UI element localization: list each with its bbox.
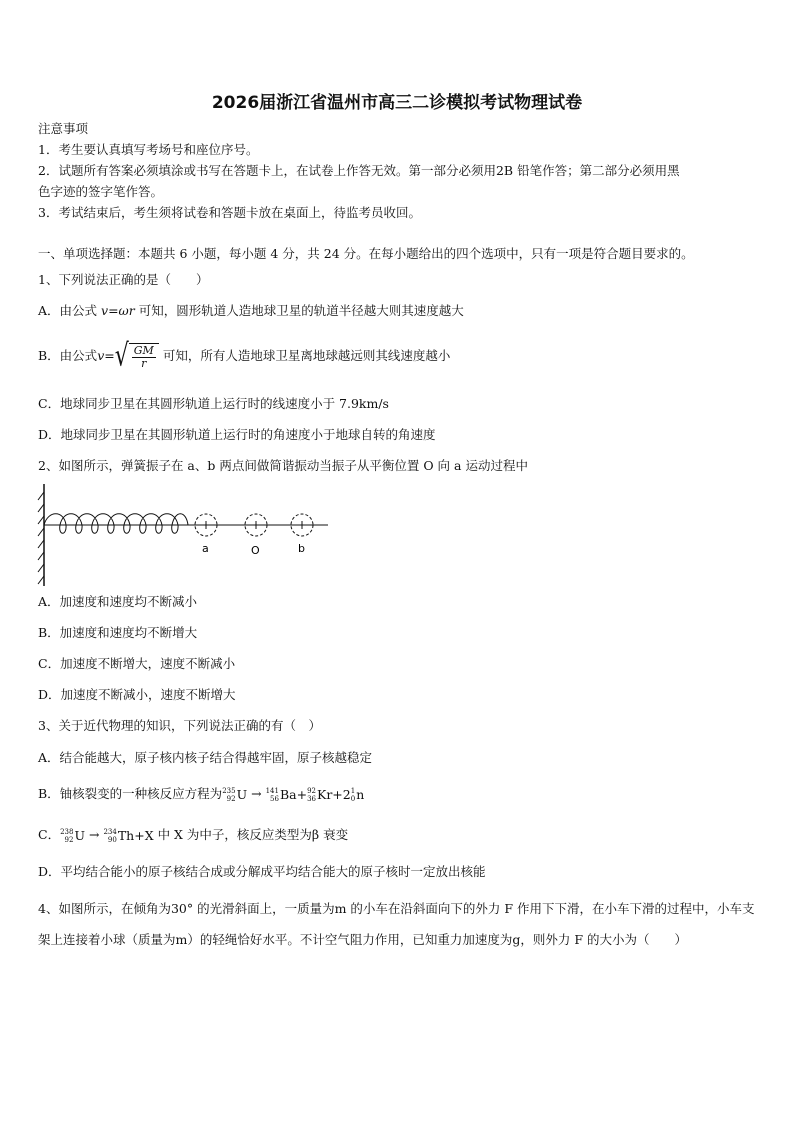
question-2-option-a: A．加速度和速度均不断减小 xyxy=(38,594,198,609)
question-1-option-b xyxy=(38,338,451,374)
label-o: O xyxy=(251,544,260,557)
formula: v=ωr xyxy=(101,303,135,318)
element-symbol: Kr+2 xyxy=(316,786,351,802)
sqrt-formula xyxy=(114,338,159,374)
section-heading: 一、单项选择题：本题共 6 小题，每小题 4 分，共 24 分。在每小题给出的四个选项中，只有一项是符合题目要求的。 xyxy=(38,246,694,261)
notice-item: 色字迹的签字笔作答。 xyxy=(38,184,164,199)
element-symbol: n xyxy=(356,786,365,802)
arrow: → xyxy=(88,827,100,842)
option-text: 可知，所有人造地球卫星离地球越远则其线速度越小 xyxy=(162,348,451,363)
question-1-stem: 1、下列说法正确的是（ ） xyxy=(38,272,209,287)
notice-item: 1．考生要认真填写考场号和座位序号。 xyxy=(38,142,259,157)
option-text: B．由公式 xyxy=(38,348,98,363)
question-3-option-d: D．平均结合能小的原子核结合成或分解成平均结合能大的原子核时一定放出核能 xyxy=(38,864,486,879)
question-2-stem: 2、如图所示，弹簧振子在 a、b 两点间做简谐振动当振子从平衡位置 O 向 a 运动过程中 xyxy=(38,458,528,473)
question-2-option-c: C．加速度不断增大，速度不断减小 xyxy=(38,656,236,671)
notice-heading: 注意事项 xyxy=(38,121,89,136)
page-title: 2026届浙江省温州市高三二诊模拟考试物理试卷 xyxy=(211,93,583,113)
label-b: b xyxy=(298,542,305,555)
question-1-option-a xyxy=(38,303,464,319)
option-text: A．由公式 xyxy=(38,303,98,318)
nuclide-u238 xyxy=(60,828,85,844)
question-4-stem: 4、如图所示，在倾角为30° 的光滑斜面上，一质量为m 的小车在沿斜面向下的外力 F 作用下下滑，在小车下滑的过程中，小车支架上连接着小球（质量为m）的轻绳恰好水平。不计空气阻力作用，已知重力加速度为g，则外力 F 的大小为（ ） xyxy=(38,901,755,947)
element-symbol: U xyxy=(74,827,85,843)
nuclide-u235 xyxy=(222,787,247,803)
label-a: a xyxy=(202,542,209,555)
question-3-option-b xyxy=(38,786,364,803)
arrow: → xyxy=(251,786,262,801)
fraction-numerator: GM xyxy=(133,344,154,357)
fraction-denominator: r xyxy=(141,357,147,370)
radical-sign: √ xyxy=(114,338,129,374)
question-3-option-a: A．结合能越大，原子核内核子结合得越牢固，原子核越稳定 xyxy=(38,750,373,765)
atomic-number: 0 xyxy=(350,794,356,803)
formula-v: v= xyxy=(97,348,115,363)
option-text: C． xyxy=(38,827,61,842)
option-text: 中 X 为中子，核反应类型为β 衰变 xyxy=(157,827,349,842)
mass-number: 238 xyxy=(60,827,74,836)
atomic-number: 90 xyxy=(107,835,117,844)
question-3-stem: 3、关于近代物理的知识，下列说法正确的有（ ） xyxy=(38,718,321,733)
notice-item: 3．考试结束后，考生须将试卷和答题卡放在桌面上，待监考员收回。 xyxy=(38,205,421,220)
element-symbol: U xyxy=(236,786,248,802)
mass-number: 234 xyxy=(103,827,117,836)
option-text: B．铀核裂变的一种核反应方程为 xyxy=(38,786,223,801)
nuclide-th234 xyxy=(103,828,153,844)
atomic-number: 36 xyxy=(307,794,316,803)
spring-oscillator-diagram xyxy=(36,482,336,590)
nuclide-kr92 xyxy=(307,787,351,803)
atomic-number: 56 xyxy=(270,794,279,803)
option-text: 可知，圆形轨道人造地球卫星的轨道半径越大则其速度越大 xyxy=(138,303,464,318)
atomic-number: 92 xyxy=(226,794,236,803)
mass-number: 1 xyxy=(350,786,356,795)
question-3-option-c xyxy=(38,827,348,844)
question-2-option-d: D．加速度不断减小，速度不断增大 xyxy=(38,687,236,702)
mass-number: 92 xyxy=(307,786,316,795)
mass-number: 141 xyxy=(265,786,279,795)
mass-number: 235 xyxy=(222,786,236,795)
question-1-option-d: D．地球同步卫星在其圆形轨道上运行时的角速度小于地球自转的角速度 xyxy=(38,427,436,442)
question-2-option-b: B．加速度和速度均不断增大 xyxy=(38,625,198,640)
notice-item: 2．试题所有答案必须填涂或书写在答题卡上，在试卷上作答无效。第一部分必须用2B 铅笔作答；第二部分必须用黑 xyxy=(38,163,680,178)
wall xyxy=(38,484,44,586)
element-symbol: Ba+ xyxy=(279,786,308,802)
nuclide-neutron xyxy=(351,787,365,803)
element-symbol: Th+X xyxy=(117,827,154,843)
atomic-number: 92 xyxy=(64,835,74,844)
nuclide-ba141 xyxy=(266,787,308,803)
spring xyxy=(44,514,188,534)
question-1-option-c: C．地球同步卫星在其圆形轨道上运行时的线速度小于 7.9km/s xyxy=(38,396,389,411)
